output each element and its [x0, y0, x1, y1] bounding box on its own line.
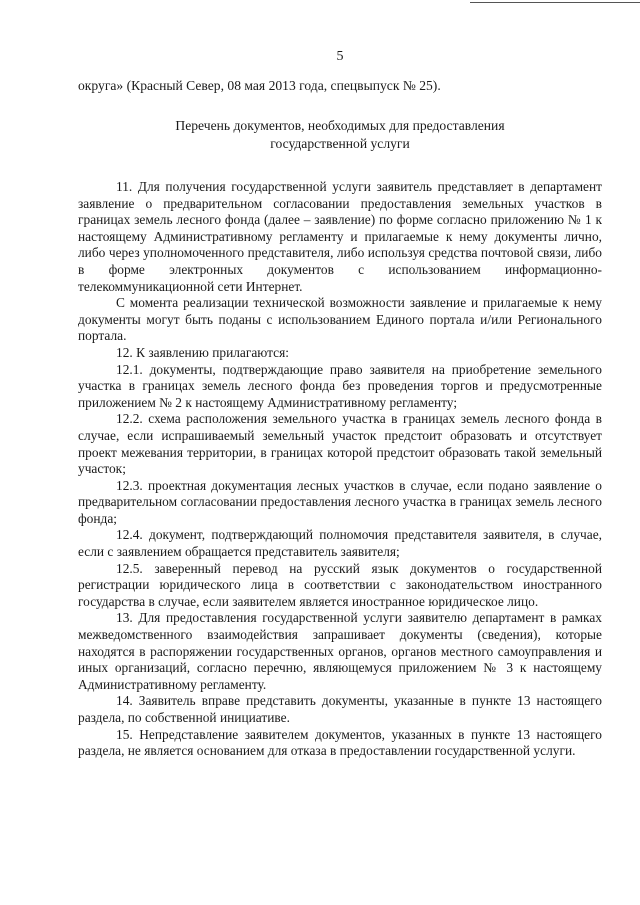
- paragraph-11: 11. Для получения государственной услуги заявитель представляет в департамент заявление о предварительном согласовании предоставления земельных участков в границах земель лесного фонда (далее – заявление) по форме согласно приложению № 1 к настоящему Административному регламенту и прилагаемые к нему документы лично, либо через уполномоченного представителя, либо используя средства почтовой связи, либо в форме электронных документов с использованием информационно-телекоммуникационной сети Интернет.: [78, 179, 602, 294]
- paragraph-12-4: 12.4. документ, подтверждающий полномочия представителя заявителя, в случае, если с заявлением обращается представитель заявителя;: [78, 527, 602, 560]
- paragraph-12-1: 12.1. документы, подтверждающие право заявителя на приобретение земельного участка в границах земель лесного фонда без проведения торгов и предусмотренные приложением № 2 к настоящему Административному регламенту;: [78, 361, 602, 410]
- section-heading: [78, 117, 602, 153]
- heading-line-2: государственной услуги: [270, 136, 410, 151]
- paragraph-12: 12. К заявлению прилагаются:: [116, 344, 289, 360]
- document-page: [78, 48, 602, 760]
- scan-edge-line: [470, 2, 640, 3]
- intro-line: округа» (Красный Север, 08 мая 2013 года, спецвыпуск № 25).: [78, 78, 441, 93]
- paragraph-13: 13. Для предоставления государственной услуги заявителю департамент в рамках межведомственного взаимодействия запрашивает документы (сведения), которые находятся в распоряжении государственных органов, органов местного самоуправления и иных организаций, согласно перечню, являющемуся приложением № 3 к настоящему Административному регламенту.: [78, 610, 602, 692]
- paragraph-12-3: 12.3. проектная документация лесных участков в случае, если подано заявление о предварительном согласовании предоставления лесного участка в границах земель лесного фонда;: [78, 477, 602, 526]
- paragraph-15: 15. Непредставление заявителем документов, указанных в пункте 13 настоящего раздела, не является основанием для отказа в предоставлении государственной услуги.: [78, 726, 602, 759]
- paragraph-14: 14. Заявитель вправе представить документы, указанные в пункте 13 настоящего раздела, по собственной инициативе.: [78, 693, 602, 725]
- paragraph-portal: С момента реализации технической возможности заявление и прилагаемые к нему документы могут быть поданы с использованием Единого портала и/или Регионального портала.: [78, 295, 602, 344]
- heading-line-1: Перечень документов, необходимых для предоставления: [175, 118, 505, 133]
- paragraph-12-5: 12.5. заверенный перевод на русский язык документов о государственной регистрации юридического лица в соответствии с законодательством иностранного государства в случае, если заявителем является иностранное юридическое лицо.: [78, 560, 602, 609]
- page-number: 5: [336, 49, 344, 64]
- body-text: [78, 179, 602, 760]
- paragraph-12-2: 12.2. схема расположения земельного участка в границах земель лесного фонда в случае, если испрашиваемый земельный участок предстоит образовать и отсутствует проект межевания территории, в границах которой предстоит образовать такой земельный участок;: [78, 411, 602, 477]
